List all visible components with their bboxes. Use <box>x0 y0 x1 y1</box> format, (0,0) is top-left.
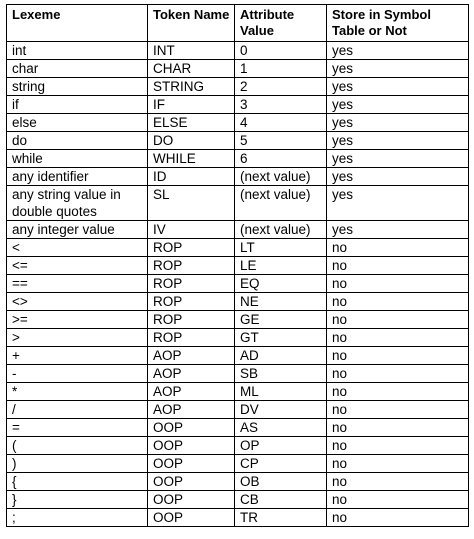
attribute-value-cell: LT <box>235 239 327 257</box>
table-row <box>7 96 469 114</box>
token-name-cell: WHILE <box>148 150 235 168</box>
table-row <box>7 437 469 455</box>
attribute-value-cell: 2 <box>235 78 327 96</box>
lexeme-cell: < <box>7 239 148 257</box>
table-row <box>7 78 469 96</box>
lexeme-cell: = <box>7 419 148 437</box>
store-cell: no <box>327 473 469 491</box>
header-store-in-symbol-table: Store in Symbol Table or Not <box>327 5 469 42</box>
table-row <box>7 114 469 132</box>
store-cell: no <box>327 275 469 293</box>
attribute-value-cell: 1 <box>235 60 327 78</box>
token-name-cell: ID <box>148 168 235 186</box>
store-cell: no <box>327 509 469 527</box>
store-cell: yes <box>327 78 469 96</box>
header-lexeme: Lexeme <box>7 5 148 42</box>
store-cell: no <box>327 419 469 437</box>
table-row <box>7 275 469 293</box>
store-cell: yes <box>327 150 469 168</box>
store-cell: no <box>327 329 469 347</box>
lexeme-cell: { <box>7 473 148 491</box>
attribute-value-cell: EQ <box>235 275 327 293</box>
attribute-value-cell: LE <box>235 257 327 275</box>
store-cell: yes <box>327 221 469 239</box>
table-row <box>7 239 469 257</box>
table-row <box>7 311 469 329</box>
token-name-cell: ROP <box>148 329 235 347</box>
header-attribute-value: Attribute Value <box>235 5 327 42</box>
table-row <box>7 132 469 150</box>
token-name-cell: ROP <box>148 239 235 257</box>
store-cell: yes <box>327 60 469 78</box>
lexeme-cell: == <box>7 275 148 293</box>
table-row <box>7 329 469 347</box>
table-row <box>7 365 469 383</box>
attribute-value-cell: CP <box>235 455 327 473</box>
token-name-cell: DO <box>148 132 235 150</box>
store-cell: no <box>327 365 469 383</box>
attribute-value-cell: (next value) <box>235 186 327 221</box>
store-cell: no <box>327 239 469 257</box>
token-name-cell: AOP <box>148 383 235 401</box>
attribute-value-cell: 4 <box>235 114 327 132</box>
lexeme-cell: * <box>7 383 148 401</box>
token-name-cell: IV <box>148 221 235 239</box>
store-cell: yes <box>327 132 469 150</box>
attribute-value-cell: 5 <box>235 132 327 150</box>
token-name-cell: AOP <box>148 347 235 365</box>
token-name-cell: OOP <box>148 491 235 509</box>
lexeme-cell: string <box>7 78 148 96</box>
lexeme-cell: >= <box>7 311 148 329</box>
attribute-value-cell: (next value) <box>235 221 327 239</box>
table-row <box>7 293 469 311</box>
attribute-value-cell: OB <box>235 473 327 491</box>
table-row <box>7 168 469 186</box>
store-cell: no <box>327 437 469 455</box>
token-name-cell: ELSE <box>148 114 235 132</box>
lexeme-cell: <= <box>7 257 148 275</box>
store-cell: yes <box>327 168 469 186</box>
token-name-cell: OOP <box>148 509 235 527</box>
token-name-cell: ROP <box>148 275 235 293</box>
lexeme-cell: / <box>7 401 148 419</box>
token-name-cell: INT <box>148 42 235 60</box>
table-row <box>7 509 469 527</box>
store-cell: no <box>327 293 469 311</box>
lexeme-cell: any string value in double quotes <box>7 186 148 221</box>
store-cell: no <box>327 455 469 473</box>
token-name-cell: OOP <box>148 473 235 491</box>
attribute-value-cell: NE <box>235 293 327 311</box>
store-cell: no <box>327 311 469 329</box>
table-row <box>7 419 469 437</box>
store-cell: no <box>327 257 469 275</box>
token-name-cell: ROP <box>148 257 235 275</box>
lexeme-cell: > <box>7 329 148 347</box>
table-header <box>7 5 469 42</box>
store-cell: no <box>327 383 469 401</box>
attribute-value-cell: 0 <box>235 42 327 60</box>
store-cell: yes <box>327 114 469 132</box>
store-cell: no <box>327 347 469 365</box>
table-row <box>7 401 469 419</box>
lexeme-cell: while <box>7 150 148 168</box>
lexeme-cell: char <box>7 60 148 78</box>
store-cell: yes <box>327 42 469 60</box>
token-name-cell: OOP <box>148 419 235 437</box>
attribute-value-cell: (next value) <box>235 168 327 186</box>
lexeme-cell: <> <box>7 293 148 311</box>
table-row <box>7 42 469 60</box>
lexeme-cell: else <box>7 114 148 132</box>
attribute-value-cell: AD <box>235 347 327 365</box>
header-token-name: Token Name <box>148 5 235 42</box>
attribute-value-cell: 3 <box>235 96 327 114</box>
attribute-value-cell: ML <box>235 383 327 401</box>
lexeme-cell: any integer value <box>7 221 148 239</box>
token-name-cell: CHAR <box>148 60 235 78</box>
lexeme-cell: + <box>7 347 148 365</box>
lexeme-cell: - <box>7 365 148 383</box>
attribute-value-cell: GT <box>235 329 327 347</box>
lexeme-cell: if <box>7 96 148 114</box>
table-row <box>7 347 469 365</box>
table-row <box>7 257 469 275</box>
store-cell: no <box>327 401 469 419</box>
store-cell: yes <box>327 186 469 221</box>
token-name-cell: AOP <box>148 365 235 383</box>
token-name-cell: AOP <box>148 401 235 419</box>
lexeme-cell: do <box>7 132 148 150</box>
table-row <box>7 221 469 239</box>
table-row <box>7 383 469 401</box>
store-cell: no <box>327 491 469 509</box>
attribute-value-cell: DV <box>235 401 327 419</box>
attribute-value-cell: TR <box>235 509 327 527</box>
lexeme-cell: } <box>7 491 148 509</box>
lexeme-cell: any identifier <box>7 168 148 186</box>
token-name-cell: IF <box>148 96 235 114</box>
header-row <box>7 5 469 42</box>
table-row <box>7 150 469 168</box>
token-name-cell: ROP <box>148 293 235 311</box>
token-name-cell: STRING <box>148 78 235 96</box>
table-row <box>7 455 469 473</box>
token-name-cell: SL <box>148 186 235 221</box>
attribute-value-cell: AS <box>235 419 327 437</box>
attribute-value-cell: OP <box>235 437 327 455</box>
attribute-value-cell: 6 <box>235 150 327 168</box>
lexeme-cell: ( <box>7 437 148 455</box>
table-row <box>7 186 469 221</box>
attribute-value-cell: CB <box>235 491 327 509</box>
lexeme-cell: ; <box>7 509 148 527</box>
table-row <box>7 473 469 491</box>
attribute-value-cell: SB <box>235 365 327 383</box>
token-table <box>6 4 469 527</box>
lexeme-cell: int <box>7 42 148 60</box>
table-row <box>7 60 469 78</box>
table-body <box>7 42 469 527</box>
store-cell: yes <box>327 96 469 114</box>
attribute-value-cell: GE <box>235 311 327 329</box>
lexeme-cell: ) <box>7 455 148 473</box>
token-name-cell: ROP <box>148 311 235 329</box>
table-row <box>7 491 469 509</box>
token-name-cell: OOP <box>148 437 235 455</box>
token-name-cell: OOP <box>148 455 235 473</box>
